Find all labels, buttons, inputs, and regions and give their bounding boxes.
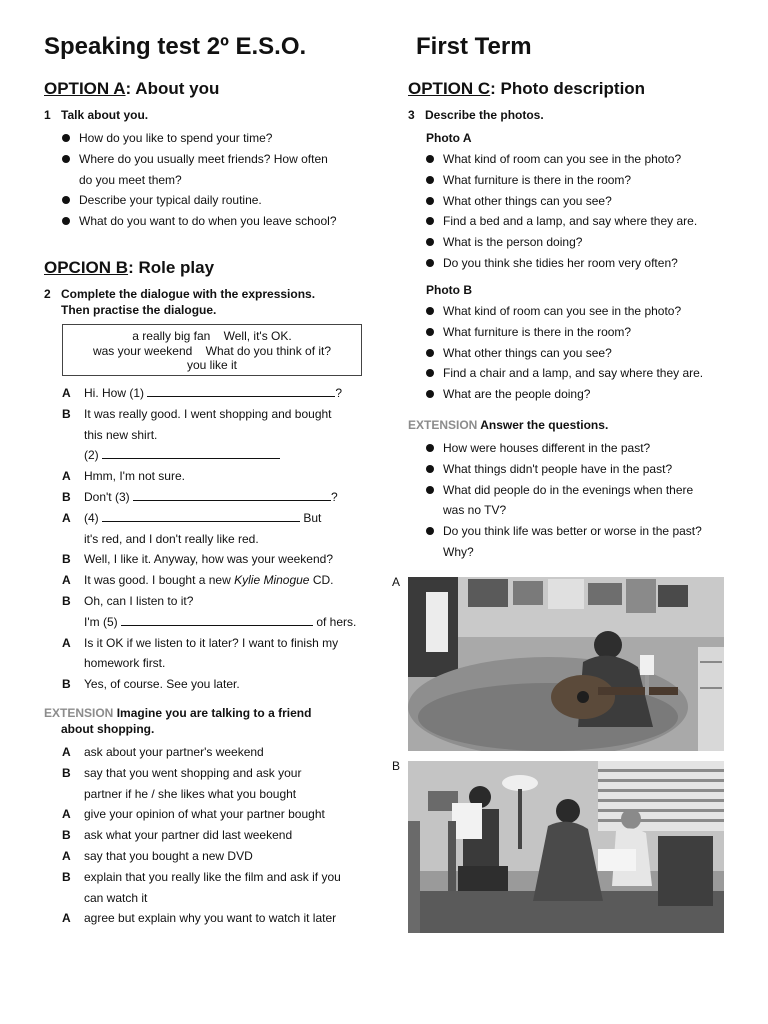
bullet-icon bbox=[62, 134, 70, 142]
speaker: A bbox=[62, 469, 71, 484]
question-text: do you meet them? bbox=[79, 172, 182, 187]
dialogue-line bbox=[62, 529, 372, 550]
option-b-heading bbox=[44, 258, 214, 278]
answer-blank[interactable] bbox=[133, 488, 331, 501]
question-text: What other things can you see? bbox=[443, 193, 612, 208]
list-item bbox=[426, 343, 756, 364]
bullet-icon bbox=[426, 486, 434, 494]
task-text: Complete the dialogue with the expressions. bbox=[61, 287, 316, 301]
list-item bbox=[62, 846, 372, 867]
list-item bbox=[426, 191, 756, 212]
list-item bbox=[62, 867, 372, 888]
dialogue-text: Hi. How (1) bbox=[84, 386, 145, 400]
question-text: Find a bed and a lamp, and say where they are. bbox=[443, 214, 698, 229]
bullet-icon bbox=[426, 328, 434, 336]
list-item bbox=[62, 763, 372, 784]
speaker: A bbox=[62, 386, 71, 400]
dialogue-text: it's red, and I don't really like red. bbox=[84, 531, 259, 546]
expression-line: was your weekend What do you think of it? bbox=[92, 343, 332, 358]
list-item bbox=[62, 149, 372, 170]
dialogue-text: of hers. bbox=[316, 614, 357, 629]
question-text: What furniture is there in the room? bbox=[443, 324, 632, 339]
question-text: What kind of room can you see in the photo? bbox=[443, 152, 682, 166]
dialogue-line bbox=[62, 549, 372, 570]
option-b-task bbox=[44, 287, 374, 319]
dialogue-line bbox=[62, 674, 372, 695]
list-item bbox=[426, 253, 756, 274]
photo-a-questions bbox=[426, 149, 756, 274]
extension-text: Answer the questions. bbox=[480, 418, 609, 432]
question-text: What did people do in the evenings when there bbox=[443, 482, 694, 497]
dialogue-text: this new shirt. bbox=[84, 427, 158, 442]
list-item bbox=[426, 384, 756, 405]
speaker: B bbox=[62, 552, 71, 567]
expression-box bbox=[62, 324, 362, 376]
question-text: What furniture is there in the room? bbox=[443, 172, 632, 187]
task-text: Describe the photos. bbox=[425, 108, 544, 122]
photo-a-tag: A bbox=[392, 575, 401, 589]
dialogue-line bbox=[62, 633, 372, 654]
list-item bbox=[62, 211, 372, 232]
dialogue-line bbox=[62, 508, 372, 529]
list-item bbox=[426, 301, 756, 322]
speaker: A bbox=[62, 911, 71, 926]
dialogue-text: Oh, can I listen to it? bbox=[84, 593, 194, 608]
list-item bbox=[426, 149, 756, 170]
dialogue-line bbox=[62, 466, 372, 487]
option-a-task bbox=[44, 108, 374, 124]
step-text: say that you went shopping and ask your bbox=[84, 765, 302, 780]
list-item bbox=[62, 190, 372, 211]
dialogue-text: It was good. I bought a new bbox=[84, 573, 235, 588]
extension-label: EXTENSION bbox=[408, 418, 478, 432]
list-item bbox=[426, 459, 756, 480]
list-item bbox=[62, 784, 372, 805]
question-text: How do you like to spend your time? bbox=[79, 131, 273, 145]
dialogue-line bbox=[62, 404, 372, 425]
task-number: 3 bbox=[408, 108, 415, 122]
list-item bbox=[62, 888, 372, 909]
dialogue-text: It was really good. I went shopping and bought bbox=[84, 406, 332, 421]
list-item bbox=[426, 521, 756, 542]
option-c-task bbox=[408, 108, 738, 124]
bullet-icon bbox=[426, 217, 434, 225]
page-title: Speaking test 2º E.S.O. bbox=[44, 33, 307, 60]
dialogue-text: CD. bbox=[309, 573, 334, 588]
list-item bbox=[426, 232, 756, 253]
bullet-icon bbox=[62, 217, 70, 225]
step-text: give your opinion of what your partner bought bbox=[84, 807, 325, 822]
question-text: What kind of room can you see in the photo? bbox=[443, 304, 682, 318]
photo-b-illustration bbox=[408, 761, 724, 933]
option-a-questions bbox=[62, 128, 372, 232]
option-b-label: OPCION B bbox=[44, 258, 129, 277]
option-c-extension-questions bbox=[426, 438, 756, 563]
bullet-icon bbox=[426, 369, 434, 377]
list-item bbox=[426, 500, 756, 521]
task-text: Then practise the dialogue. bbox=[61, 302, 217, 317]
question-text: What things didn't people have in the past? bbox=[443, 461, 673, 476]
dialogue-text: Don't (3) bbox=[84, 489, 130, 504]
bullet-icon bbox=[426, 197, 434, 205]
dialogue-line bbox=[62, 383, 372, 404]
speaker: B bbox=[62, 869, 71, 884]
list-item bbox=[426, 363, 756, 384]
bullet-icon bbox=[426, 349, 434, 357]
question-text: What is the person doing? bbox=[443, 235, 583, 250]
photo-b-questions bbox=[426, 301, 756, 405]
list-item bbox=[426, 211, 756, 232]
speaker: B bbox=[62, 593, 71, 608]
bullet-icon bbox=[426, 238, 434, 246]
dialogue-line bbox=[62, 425, 372, 446]
speaker: B bbox=[62, 406, 71, 421]
bullet-icon bbox=[426, 176, 434, 184]
bullet-icon bbox=[426, 465, 434, 473]
photo-a-bedroom-guitar bbox=[408, 577, 724, 751]
list-item bbox=[62, 170, 372, 191]
step-text: say that you bought a new DVD bbox=[84, 848, 253, 863]
answer-blank[interactable] bbox=[102, 509, 300, 522]
photo-b-label: Photo B bbox=[426, 283, 472, 297]
bullet-icon bbox=[426, 527, 434, 535]
dialogue-text: Is it OK if we listen to it later? I want to finish my bbox=[84, 635, 339, 650]
question-text: Do you think she tidies her room very often? bbox=[443, 255, 678, 270]
option-a-title: : About you bbox=[125, 79, 220, 98]
dialogue-line bbox=[62, 653, 372, 674]
extension-text: Imagine you are talking to a friend bbox=[116, 706, 312, 720]
dialogue-text: ? bbox=[330, 489, 338, 504]
option-a-heading bbox=[44, 79, 219, 99]
speaker: A bbox=[62, 635, 71, 650]
speaker: A bbox=[62, 745, 71, 759]
list-item bbox=[62, 804, 372, 825]
dialogue-line bbox=[62, 612, 372, 633]
dialogue-text: homework first. bbox=[84, 656, 166, 671]
list-item bbox=[62, 825, 372, 846]
step-text: agree but explain why you want to watch it later bbox=[84, 911, 337, 926]
list-item bbox=[62, 742, 372, 763]
speaker: B bbox=[62, 489, 71, 504]
bullet-icon bbox=[62, 155, 70, 163]
dialogue-text: Yes, of course. See you later. bbox=[84, 677, 240, 692]
task-number: 1 bbox=[44, 108, 51, 122]
term-title: First Term bbox=[416, 33, 532, 60]
question-text: How were houses different in the past? bbox=[443, 441, 651, 455]
option-c-label: OPTION C bbox=[408, 79, 491, 98]
expression-line: a really big fan Well, it's OK. bbox=[132, 329, 292, 343]
step-text: explain that you really like the film and ask if you bbox=[84, 869, 341, 884]
option-c-heading bbox=[408, 79, 645, 99]
photo-a-illustration bbox=[408, 577, 724, 751]
dialogue-line bbox=[62, 445, 372, 466]
question-text: What do you want to do when you leave school? bbox=[79, 214, 337, 229]
bullet-icon bbox=[62, 196, 70, 204]
task-number: 2 bbox=[44, 287, 51, 301]
task-text: Talk about you. bbox=[61, 108, 149, 122]
speaker: B bbox=[62, 828, 71, 843]
list-item bbox=[426, 480, 756, 501]
extension-steps bbox=[62, 742, 372, 929]
option-c-title: : Photo description bbox=[490, 79, 646, 98]
bullet-icon bbox=[426, 444, 434, 452]
step-text: partner if he / she likes what you bought bbox=[84, 786, 297, 801]
list-item bbox=[426, 438, 756, 459]
bullet-icon bbox=[426, 390, 434, 398]
question-text: Describe your typical daily routine. bbox=[79, 193, 262, 208]
option-b-extension bbox=[44, 706, 374, 738]
question-text: What are the people doing? bbox=[443, 387, 591, 402]
answer-blank[interactable] bbox=[147, 384, 335, 397]
speaker: A bbox=[62, 807, 71, 822]
list-item bbox=[62, 128, 372, 149]
answer-blank[interactable] bbox=[102, 446, 280, 459]
photo-a-label: Photo A bbox=[426, 131, 472, 145]
photo-b-family-reading bbox=[408, 761, 724, 933]
dialogue bbox=[62, 383, 372, 695]
speaker: A bbox=[62, 510, 71, 525]
dialogue-text: I'm (5) bbox=[84, 614, 118, 629]
dialogue-italic: Kylie Minogue bbox=[234, 573, 310, 588]
dialogue-text: But bbox=[303, 510, 322, 525]
question-text: Where do you usually meet friends? How often bbox=[79, 151, 328, 166]
bullet-icon bbox=[426, 259, 434, 267]
speaker: A bbox=[62, 848, 71, 863]
question-text: Why? bbox=[443, 544, 474, 559]
question-text: Find a chair and a lamp, and say where they are. bbox=[443, 366, 704, 381]
dialogue-text: ? bbox=[335, 386, 343, 400]
extension-label: EXTENSION bbox=[44, 706, 114, 720]
photo-b-tag: B bbox=[392, 759, 401, 773]
dialogue-text: (4) bbox=[84, 510, 99, 525]
question-text: was no TV? bbox=[443, 503, 507, 518]
expression-line: you like it bbox=[186, 358, 238, 372]
step-text: ask about your partner's weekend bbox=[84, 745, 264, 759]
list-item bbox=[426, 542, 756, 563]
list-item bbox=[426, 170, 756, 191]
dialogue-text: Hmm, I'm not sure. bbox=[84, 469, 185, 484]
speaker: B bbox=[62, 765, 71, 780]
dialogue-line bbox=[62, 487, 372, 508]
bullet-icon bbox=[426, 307, 434, 315]
list-item bbox=[62, 908, 372, 929]
speaker: A bbox=[62, 573, 71, 588]
dialogue-line bbox=[62, 591, 372, 612]
step-text: can watch it bbox=[84, 890, 148, 905]
bullet-icon bbox=[426, 155, 434, 163]
list-item bbox=[426, 322, 756, 343]
extension-text: about shopping. bbox=[61, 721, 155, 736]
answer-blank[interactable] bbox=[121, 613, 313, 626]
option-b-title: : Role play bbox=[128, 258, 215, 277]
option-c-extension bbox=[408, 418, 748, 434]
question-text: Do you think life was better or worse in the past? bbox=[443, 524, 702, 539]
option-a-label: OPTION A bbox=[44, 79, 126, 98]
question-text: What other things can you see? bbox=[443, 345, 612, 360]
dialogue-line bbox=[62, 570, 372, 591]
step-text: ask what your partner did last weekend bbox=[84, 828, 293, 843]
speaker: B bbox=[62, 677, 71, 692]
dialogue-text: (2) bbox=[84, 448, 99, 463]
dialogue-text: Well, I like it. Anyway, how was your weekend? bbox=[84, 552, 333, 567]
